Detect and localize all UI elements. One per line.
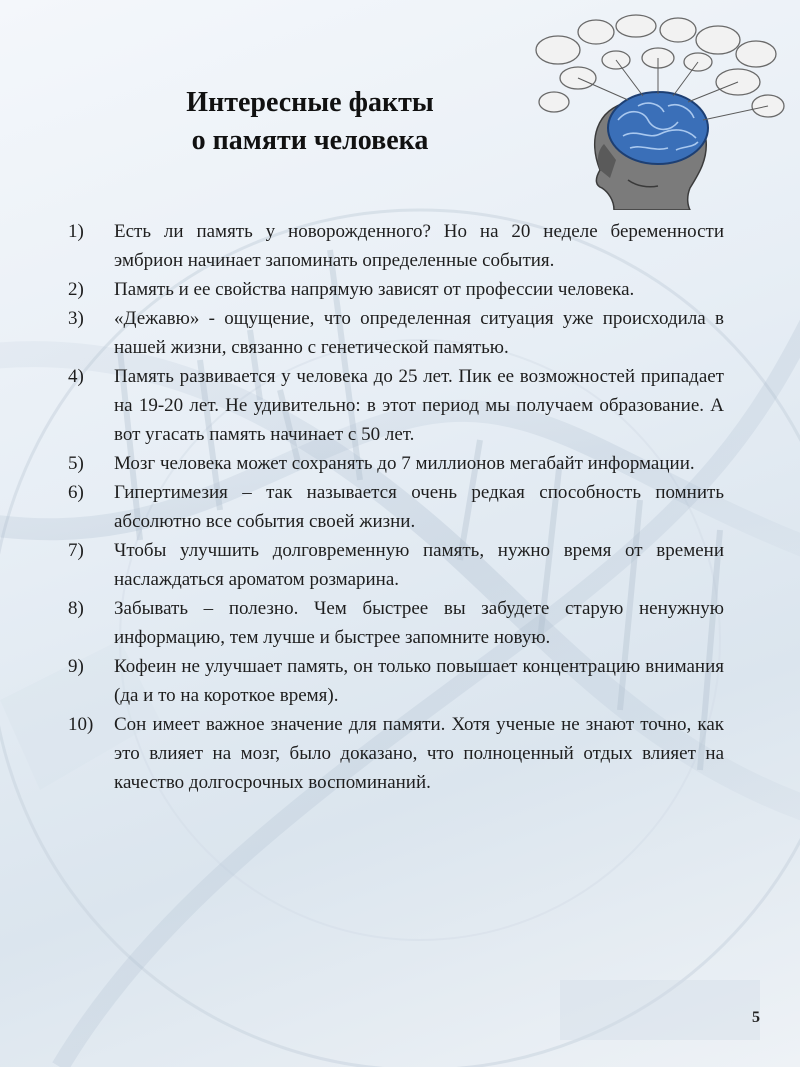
title-line-1: Интересные факты — [186, 87, 434, 118]
list-item-text: Забывать – полезно. Чем быстрее вы забудете старую ненужную информацию, тем лучше и быстрее запомните новую. — [114, 598, 724, 648]
list-item-text: Память развивается у человека до 25 лет. Пик ее возможностей припадает на 19-20 лет. Не удивительно: в этот период мы получаем образование. А вот угасать память начинает с 50 лет. — [114, 366, 724, 445]
list-item-number: 9) — [68, 656, 84, 677]
list-item-text: Есть ли память у новорожденного? Но на 20 неделе беременности эмбрион начинает запоминать определенные события. — [114, 221, 724, 271]
list-item — [68, 304, 724, 362]
list-item-number: 8) — [68, 598, 84, 619]
list-item — [68, 362, 724, 449]
list-item-text: Сон имеет важное значение для памяти. Хотя ученые не знают точно, как это влияет на мозг, было доказано, что полноценный отдых влияет на качество долгосрочных воспоминаний. — [114, 714, 724, 793]
list-item — [68, 594, 724, 652]
list-item-text: «Дежавю» - ощущение, что определенная ситуация уже происходила в нашей жизни, связанно с генетической памятью. — [114, 308, 724, 358]
list-item-number: 6) — [68, 482, 84, 503]
list-item-text: Память и ее свойства напрямую зависят от профессии человека. — [114, 279, 635, 300]
title-line-2: о памяти человека — [191, 125, 429, 156]
list-item-number: 2) — [68, 279, 84, 300]
list-item — [68, 536, 724, 594]
list-item-number: 4) — [68, 366, 84, 387]
list-item — [68, 710, 724, 797]
list-item-number: 10) — [68, 714, 94, 735]
list-item-text: Чтобы улучшить долговременную память, нужно время от времени наслаждаться ароматом розмарина. — [114, 540, 724, 590]
list-item-text: Гипертимезия – так называется очень редкая способность помнить абсолютно все события своей жизни. — [114, 482, 724, 532]
list-item-text: Кофеин не улучшает память, он только повышает концентрацию внимания (да и то на короткое время). — [114, 656, 724, 706]
list-item — [68, 449, 724, 478]
human-head-brain-illustration — [518, 10, 788, 210]
list-item — [68, 217, 724, 275]
facts-list — [68, 217, 724, 797]
list-item — [68, 478, 724, 536]
page-title — [110, 84, 510, 160]
list-item — [68, 652, 724, 710]
list-item-number: 5) — [68, 453, 84, 474]
list-item-number: 3) — [68, 308, 84, 329]
list-item-number: 1) — [68, 221, 84, 242]
list-item-text: Мозг человека может сохранять до 7 миллионов мегабайт информации. — [114, 453, 695, 474]
list-item-number: 7) — [68, 540, 84, 561]
page-number: 5 — [752, 1009, 760, 1026]
list-item — [68, 275, 724, 304]
